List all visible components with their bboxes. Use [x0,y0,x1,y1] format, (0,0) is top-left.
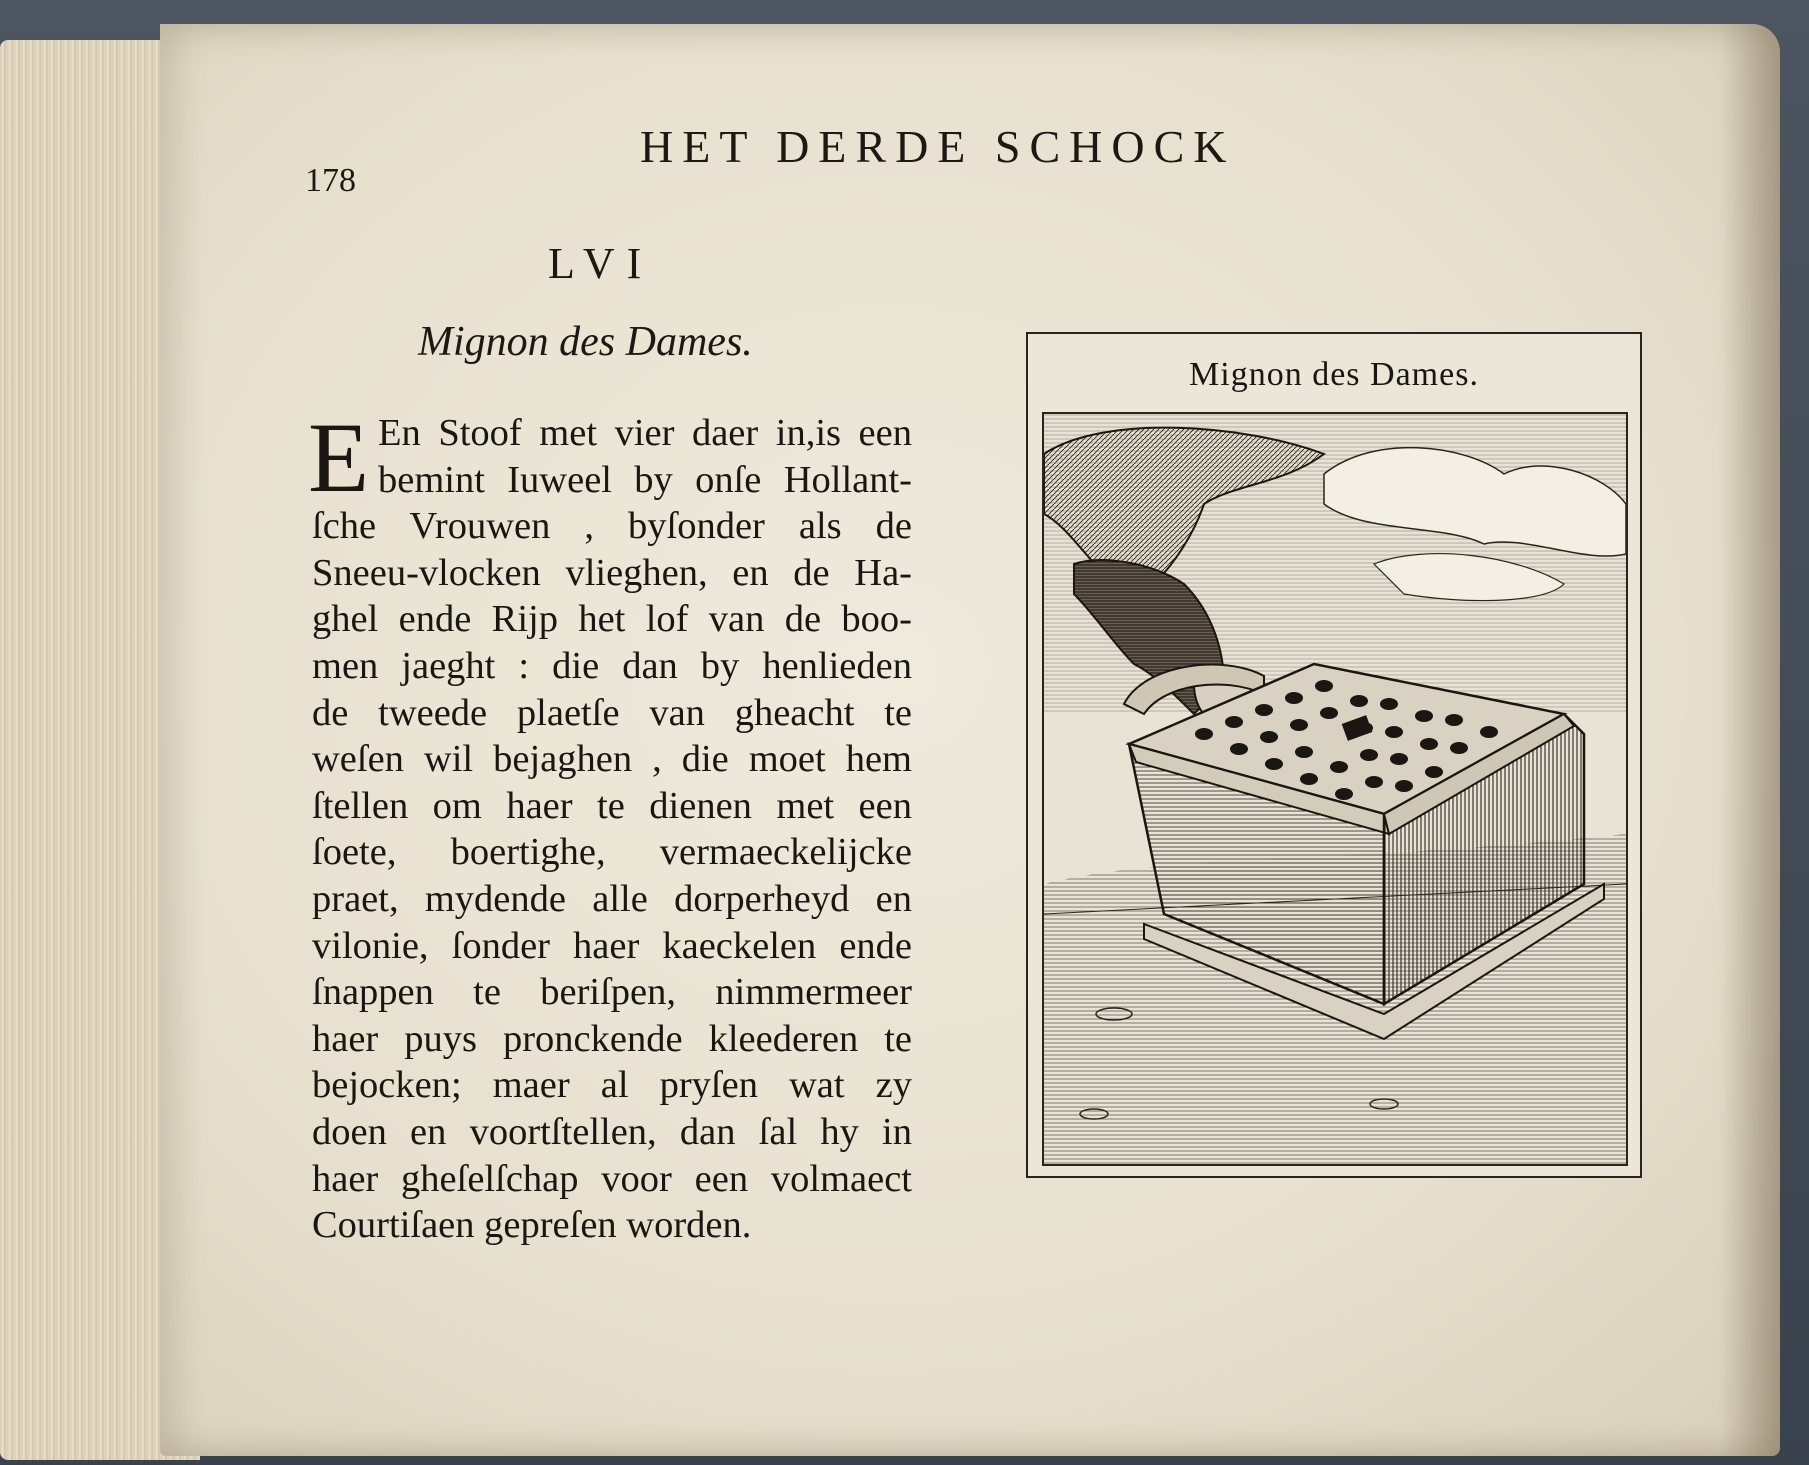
body-line: haer puys pronckende kleederen te [312,1017,912,1060]
body-text [312,410,912,1249]
plate-caption: Mignon des Dames. [1189,356,1479,393]
body-line: ſoete, boertighe, vermaeckelijcke [312,831,912,874]
page-number: 178 [305,162,356,199]
body-line: praet, mydende alle dorperheyd en [312,877,912,920]
body-line: ſche Vrouwen , byſonder als de [312,505,912,548]
body-line: Courtiſaen gepreſen worden. [312,1204,752,1247]
body-line: weſen wil bejaghen , die moet hem [312,738,912,781]
body-line: ſtellen om haer te dienen met een [312,784,912,827]
body-line: de tweede plaetſe van gheacht te [312,691,912,734]
drop-cap: E [308,402,370,513]
section-number: LVI [548,239,654,288]
body-line: bejocken; maer al pryſen wat zy [312,1064,912,1107]
body-line: vilonie, ſonder haer kaeckelen ende [312,924,912,967]
body-line: ghel ende Rijp het lof van de boo- [312,598,912,641]
body-line: En Stoof met vier daer in,is een [378,412,912,454]
running-head: HET DERDE SCHOCK [640,121,1236,172]
body-line: ſnappen te beriſpen, nimmermeer [312,971,912,1014]
foot-warmer-engraving [1044,414,1626,1164]
body-line: bemint Iuweel by onſe Hollant- [378,458,912,501]
body-line: men jaeght : die dan by henlieden [312,644,912,687]
engraving-image [1042,412,1628,1166]
gutter-shadow [1720,24,1780,1456]
body-line: haer gheſelſchap voor een volmaect [312,1157,912,1200]
body-line: doen en voortſtellen, dan ſal hy in [312,1110,912,1153]
section-title: Mignon des Dames. [418,319,753,365]
engraving-plate [1026,332,1642,1178]
body-line: Sneeu-vlocken vlieghen, en de Ha- [312,551,912,594]
